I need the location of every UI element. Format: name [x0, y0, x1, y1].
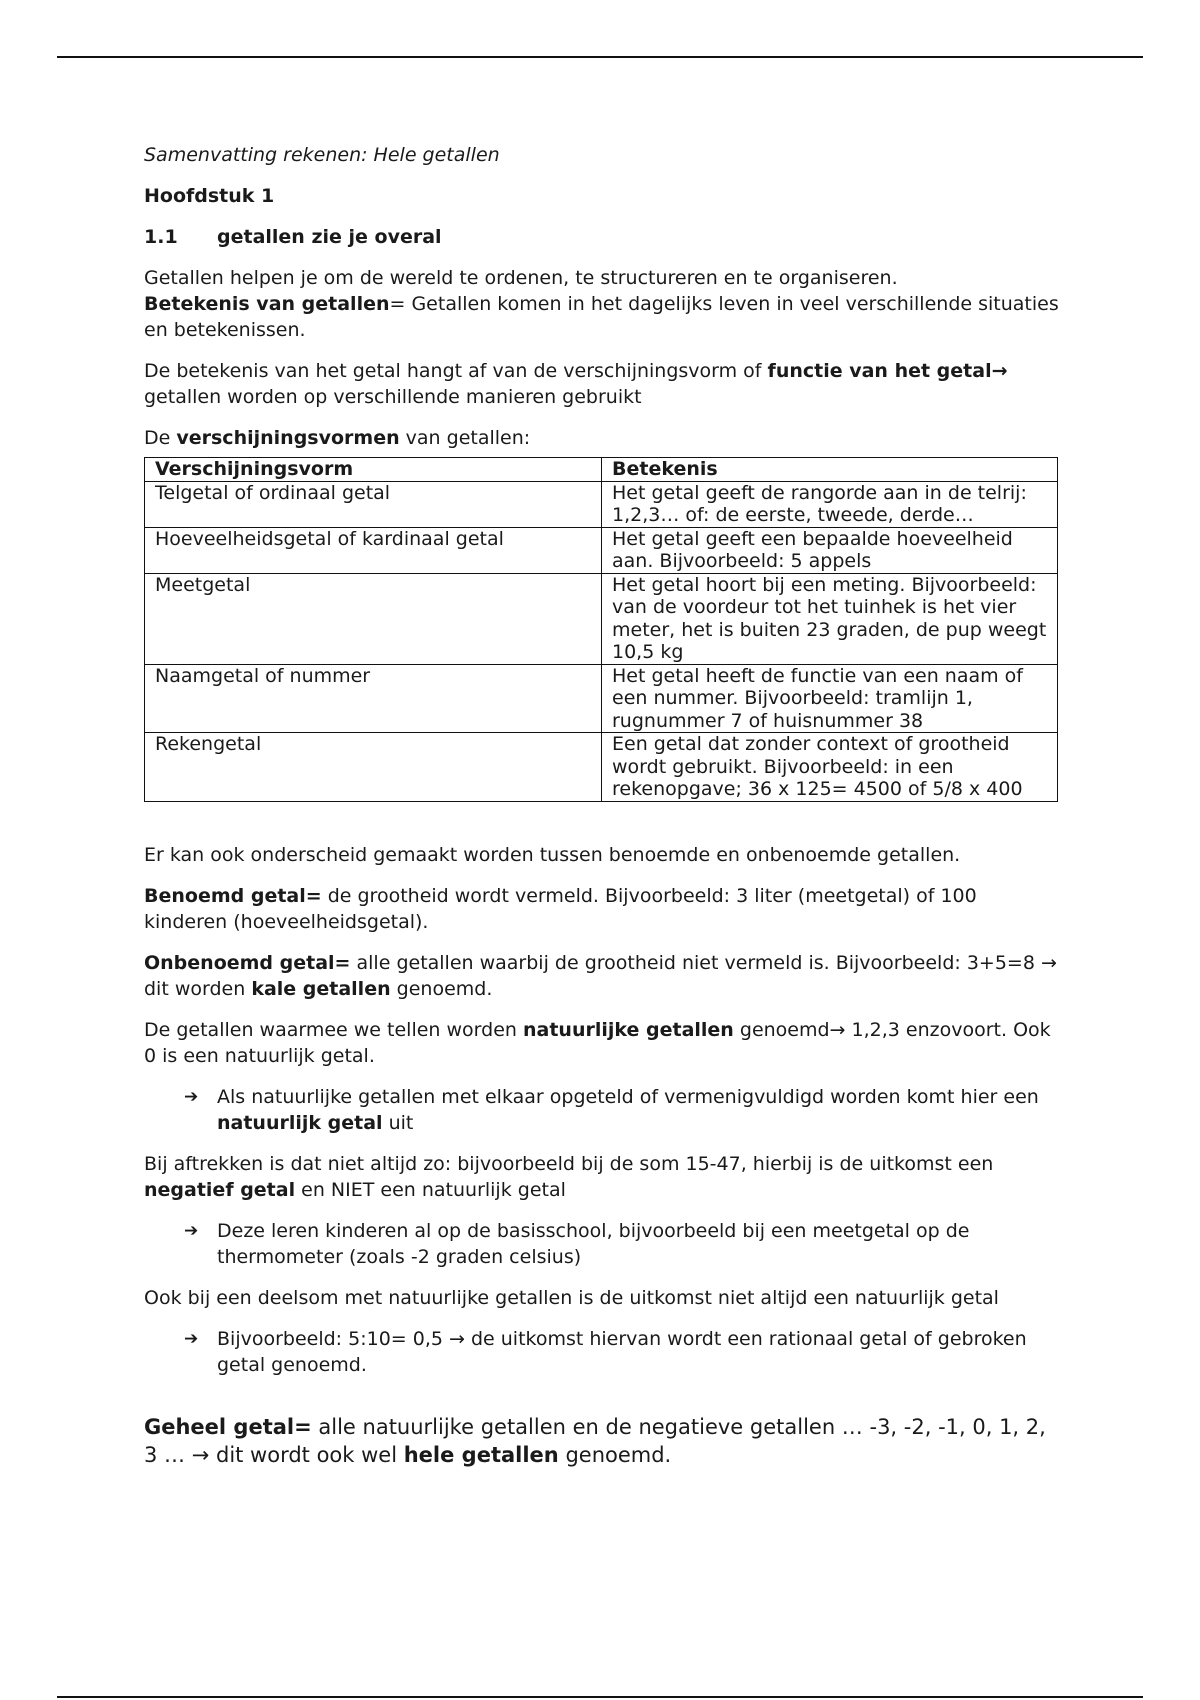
intro-paragraph: Getallen helpen je om de wereld te ordenen, te structureren en te organiseren.	[144, 267, 898, 289]
table-row	[145, 527, 1058, 573]
document-page	[144, 142, 1064, 1484]
table-cell: Meetgetal	[145, 573, 602, 664]
whole-number-text: alle natuurlijke getallen en de negatieve getallen … -3, -2, -1, 0, 1, 2, 3 … → dit wordt ook wel	[144, 1414, 1046, 1467]
header-rule	[57, 56, 1143, 58]
forms-intro-start: De	[144, 427, 177, 449]
table-header-row	[145, 458, 1058, 482]
bullet-text: Als natuurlijke getallen met elkaar opgeteld of vermenigvuldigd worden komt hier een	[217, 1085, 1039, 1108]
table-cell: Het getal geeft een bepaalde hoeveelheid aan. Bijvoorbeeld: 5 appels	[602, 527, 1058, 573]
term-functie: functie van het getal	[767, 360, 992, 382]
meaning-paragraph	[144, 291, 1064, 343]
division-paragraph: Ook bij een deelsom met natuurlijke getallen is de uitkomst niet altijd een natuurlijk getal	[144, 1286, 999, 1309]
table-cell: Rekengetal	[145, 733, 602, 802]
arrow-bullet-icon: ➔	[184, 1086, 199, 1107]
section-title: getallen zie je overal	[217, 226, 442, 248]
function-text: De betekenis van het getal hangt af van de verschijningsvorm of	[144, 360, 768, 382]
term-natuurlijke-getallen: natuurlijke getallen	[522, 1018, 734, 1041]
table-header-cell: Verschijningsvorm	[145, 458, 602, 482]
subtraction-paragraph	[144, 1151, 1064, 1203]
term-kale-getallen: kale getallen	[251, 977, 391, 1000]
term-onbenoemd: Onbenoemd getal=	[144, 951, 351, 974]
bullet-text: Bijvoorbeeld: 5:10= 0,5 → de uitkomst hiervan wordt een rationaal getal of gebroken getal genoemd.	[217, 1327, 1027, 1376]
term-natuurlijk-getal: natuurlijk getal	[217, 1111, 383, 1134]
benoemd-text: de grootheid wordt vermeld. Bijvoorbeeld: 3 liter (meetgetal) of 100 kinderen (hoeveelheidsgetal).	[144, 884, 977, 933]
arrow-bullet-icon: ➔	[184, 1220, 199, 1241]
term-negatief-getal: negatief getal	[144, 1178, 296, 1201]
arrow-bullet-icon: ➔	[184, 1328, 199, 1349]
onbenoemd-text: alle getallen waarbij de grootheid niet vermeld is. Bijvoorbeeld: 3+5=8 → dit worden	[144, 951, 1057, 1000]
onbenoemd-text-end: genoemd.	[390, 977, 493, 1000]
forms-intro-rest: van getallen:	[399, 427, 531, 449]
bullet-item	[144, 1084, 1064, 1136]
document-subtitle: Samenvatting rekenen: Hele getallen	[144, 144, 500, 166]
function-text-rest: getallen worden op verschillende manieren gebruikt	[144, 386, 642, 408]
bullet-text: Deze leren kinderen al op de basisschool, bijvoorbeeld bij een meetgetal op de thermometer (zoals -2 graden celsius)	[217, 1219, 970, 1268]
forms-table	[144, 457, 1058, 802]
table-row	[145, 481, 1058, 527]
table-cell: Naamgetal of nummer	[145, 664, 602, 733]
function-paragraph	[144, 358, 1064, 410]
term-betekenis: Betekenis van getallen	[144, 293, 390, 315]
table-cell: Het getal heeft de functie van een naam of een nummer. Bijvoorbeeld: tramlijn 1, rugnummer 7 of huisnummer 38	[602, 664, 1058, 733]
table-cell: Telgetal of ordinaal getal	[145, 481, 602, 527]
term-benoemd: Benoemd getal=	[144, 884, 322, 907]
natural-text: De getallen waarmee we tellen worden	[144, 1018, 523, 1041]
table-cell: Het getal geeft de rangorde aan in de telrij: 1,2,3… of: de eerste, tweede, derde…	[602, 481, 1058, 527]
subtraction-text: Bij aftrekken is dat niet altijd zo: bijvoorbeeld bij de som 15-47, hierbij is de uitkomst een	[144, 1152, 994, 1175]
chapter-heading: Hoofdstuk 1	[144, 185, 275, 207]
whole-number-text-end: genoemd.	[558, 1442, 672, 1467]
section-heading	[144, 224, 1064, 250]
term-verschijningsvormen: verschijningsvormen	[176, 427, 400, 449]
term-hele-getallen: hele getallen	[403, 1442, 559, 1467]
table-header-cell: Betekenis	[602, 458, 1058, 482]
natural-text-end: genoemd→ 1,2,3 enzovoort. Ook 0 is een natuurlijk getal.	[144, 1018, 1051, 1067]
table-cell: Het getal hoort bij een meting. Bijvoorbeeld: van de voordeur tot het tuinhek is het vier meter, het is buiten 23 graden, de pup weegt 10,5 kg	[602, 573, 1058, 664]
table-row	[145, 664, 1058, 733]
table-row	[145, 733, 1058, 802]
bullet-text-end: uit	[382, 1111, 414, 1134]
distinction-paragraph: Er kan ook onderscheid gemaakt worden tussen benoemde en onbenoemde getallen.	[144, 843, 961, 866]
forms-intro	[144, 425, 1064, 451]
onbenoemd-paragraph	[144, 950, 1064, 1002]
bullet-item	[144, 1218, 1064, 1270]
arrow-icon: →	[991, 360, 1008, 382]
table-row	[145, 573, 1058, 664]
table-cell: Een getal dat zonder context of grootheid wordt gebruikt. Bijvoorbeeld: in een rekenopgave; 36 x 125= 4500 of 5/8 x 400	[602, 733, 1058, 802]
natural-paragraph	[144, 1017, 1064, 1069]
whole-number-paragraph	[144, 1413, 1064, 1469]
term-geheel-getal: Geheel getal=	[144, 1414, 312, 1439]
benoemd-paragraph	[144, 883, 1064, 935]
section-number: 1.1	[144, 226, 178, 248]
footer-rule	[57, 1696, 1143, 1698]
bullet-item	[144, 1326, 1064, 1378]
meaning-text: = Getallen komen in het dagelijks leven in veel verschillende situaties en betekenissen.	[144, 293, 1059, 341]
subtraction-text-end: en NIET een natuurlijk getal	[295, 1178, 566, 1201]
table-cell: Hoeveelheidsgetal of kardinaal getal	[145, 527, 602, 573]
